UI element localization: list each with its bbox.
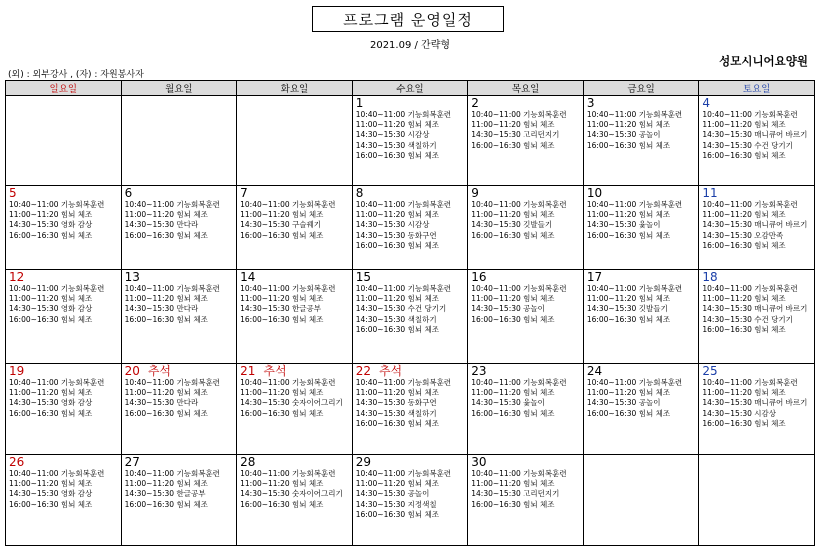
calendar-day-cell — [121, 270, 237, 364]
day-number-line — [702, 271, 811, 284]
schedule-item: 10:40~11:00 기능회복훈련 — [355, 284, 452, 293]
schedule-item: 16:00~16:30 힘뇌 체조 — [124, 230, 208, 240]
calendar-day-cell — [468, 270, 584, 364]
schedule-item: 10:40~11:00 기능회복훈련 — [240, 378, 336, 387]
schedule-item: 14:30~15:30 영화 감상 — [9, 489, 93, 499]
schedule-item: 11:00~11:20 힘뇌 체조 — [124, 388, 208, 398]
schedule-item: 16:00~16:30 힘뇌 체조 — [471, 140, 555, 150]
day-number: 3 — [586, 96, 595, 110]
schedule-item: 14:30~15:30 숫자이어그리기 — [240, 398, 343, 408]
page-title: 프로그램 운영일정 — [312, 6, 504, 32]
schedule-item: 14:30~15:30 공놀이 — [586, 130, 661, 140]
calendar-day-cell — [583, 186, 699, 270]
schedule-item: 14:30~15:30 수건 당기기 — [702, 140, 793, 150]
schedule-item: 16:00~16:30 힘뇌 체조 — [355, 324, 439, 334]
day-number: 10 — [586, 186, 603, 200]
day-number: 22 — [355, 364, 371, 378]
weekday-wednesday: 수요일 — [352, 81, 468, 96]
schedule-item: 16:00~16:30 힘뇌 체조 — [9, 230, 93, 240]
schedule-item: 16:00~16:30 힘뇌 체조 — [355, 509, 439, 519]
schedule-item: 11:00~11:20 힘뇌 체조 — [355, 479, 439, 489]
schedule-item: 10:40~11:00 기능회복훈련 — [124, 200, 220, 209]
calendar-day-cell — [6, 364, 122, 455]
schedule-item: 14:30~15:30 색칠하기 — [355, 314, 437, 324]
day-number-line — [356, 271, 465, 284]
day-number: 18 — [702, 270, 718, 284]
holiday-label: 추석 — [147, 364, 172, 378]
schedule-item: 10:40~11:00 기능회복훈련 — [9, 284, 105, 293]
day-number-line — [125, 271, 234, 284]
schedule-item: 16:00~16:30 힘뇌 체조 — [240, 499, 324, 509]
day-number: 14 — [240, 270, 256, 284]
schedule-item: 16:00~16:30 힘뇌 체조 — [355, 418, 439, 428]
schedule-item: 14:30~15:30 고리던지기 — [471, 489, 560, 499]
calendar-day-cell — [237, 96, 353, 186]
day-number: 30 — [471, 455, 487, 469]
calendar-day-cell — [6, 186, 122, 270]
day-number-line — [702, 187, 811, 200]
schedule-item: 11:00~11:20 힘뇌 체조 — [9, 294, 93, 304]
day-number: 8 — [355, 186, 364, 200]
schedule-item: 14:30~15:30 깃발들기 — [471, 220, 553, 230]
day-number: 16 — [471, 270, 487, 284]
schedule-item: 10:40~11:00 기능회복훈련 — [586, 284, 683, 293]
schedule-item: 14:30~15:30 구슬꿰기 — [240, 220, 322, 230]
day-number-line — [9, 187, 118, 200]
schedule-item: 16:00~16:30 힘뇌 체조 — [240, 314, 324, 324]
schedule-item: 14:30~15:30 매니큐어 바르기 — [702, 398, 808, 408]
schedule-item: 16:00~16:30 힘뇌 체조 — [124, 408, 208, 418]
schedule-item: 11:00~11:20 힘뇌 체조 — [240, 388, 324, 398]
weekday-header-row — [6, 81, 815, 96]
schedule-item: 11:00~11:20 힘뇌 체조 — [240, 479, 324, 489]
day-number-line — [356, 187, 465, 200]
schedule-item: 11:00~11:20 힘뇌 체조 — [586, 388, 671, 398]
schedule-item: 11:00~11:20 힘뇌 체조 — [471, 210, 555, 220]
schedule-item: 16:00~16:30 힘뇌 체조 — [586, 230, 671, 240]
schedule-item: 14:30~15:30 만다라 — [124, 220, 199, 230]
schedule-item: 11:00~11:20 힘뇌 체조 — [9, 388, 93, 398]
day-number-line — [356, 365, 465, 378]
calendar-day-cell — [583, 96, 699, 186]
weekday-sunday: 일요일 — [6, 81, 122, 96]
day-number-line — [356, 97, 465, 110]
calendar-day-cell — [583, 364, 699, 455]
day-number-line — [471, 365, 580, 378]
day-number-line — [471, 271, 580, 284]
calendar-day-cell — [583, 270, 699, 364]
calendar-day-cell — [121, 96, 237, 186]
day-number: 2 — [471, 96, 479, 110]
schedule-item: 16:00~16:30 힘뇌 체조 — [586, 140, 671, 150]
schedule-item: 11:00~11:20 힘뇌 체조 — [471, 120, 555, 130]
day-number: 26 — [9, 455, 25, 469]
calendar-day-cell — [121, 455, 237, 546]
schedule-item: 10:40~11:00 기능회복훈련 — [702, 200, 798, 209]
day-number-line — [702, 365, 811, 378]
facility-name: 성모시니어요양원 — [719, 54, 808, 68]
day-number: 5 — [9, 186, 17, 200]
schedule-item: 14:30~15:30 공놀이 — [471, 304, 545, 314]
schedule-item: 14:30~15:30 한글공부 — [240, 304, 322, 314]
schedule-item: 16:00~16:30 힘뇌 체조 — [471, 499, 555, 509]
day-number: 21 — [240, 364, 256, 378]
schedule-item: 11:00~11:20 힘뇌 체조 — [702, 120, 786, 130]
schedule-item: 11:00~11:20 힘뇌 체조 — [9, 210, 93, 220]
calendar-week-row — [6, 186, 815, 270]
calendar-day-cell — [6, 96, 122, 186]
day-number-line — [587, 187, 696, 200]
schedule-item: 14:30~15:30 한글공부 — [124, 489, 206, 499]
day-number: 17 — [586, 270, 603, 284]
day-number: 23 — [471, 364, 487, 378]
day-number-line — [471, 456, 580, 469]
schedule-item: 16:00~16:30 힘뇌 체조 — [471, 314, 555, 324]
calendar-week-row — [6, 364, 815, 455]
schedule-item: 16:00~16:30 힘뇌 체조 — [586, 408, 671, 418]
day-number: 13 — [124, 270, 140, 284]
schedule-item: 16:00~16:30 힘뇌 체조 — [471, 408, 555, 418]
schedule-item: 10:40~11:00 기능회복훈련 — [355, 378, 452, 387]
day-number-line — [125, 456, 234, 469]
schedule-item: 11:00~11:20 힘뇌 체조 — [702, 388, 786, 398]
schedule-item: 10:40~11:00 기능회복훈련 — [240, 284, 336, 293]
day-number-line — [125, 187, 234, 200]
schedule-item: 16:00~16:30 힘뇌 체조 — [240, 230, 324, 240]
weekday-thursday: 목요일 — [468, 81, 584, 96]
calendar-day-cell — [121, 186, 237, 270]
calendar-day-cell — [237, 186, 353, 270]
schedule-item: 14:30~15:30 매니큐어 바르기 — [702, 130, 808, 140]
schedule-item: 14:30~15:30 만다라 — [124, 304, 199, 314]
schedule-item: 14:30~15:30 공놀이 — [355, 489, 430, 499]
schedule-item: 10:40~11:00 기능회복훈련 — [9, 469, 105, 478]
day-number-line — [125, 365, 234, 378]
schedule-item: 14:30~15:30 영화 감상 — [9, 398, 93, 408]
schedule-item: 16:00~16:30 힘뇌 체조 — [124, 314, 208, 324]
day-number-line — [240, 365, 349, 378]
calendar-week-row — [6, 270, 815, 364]
day-number-line — [587, 97, 696, 110]
day-number-line — [471, 187, 580, 200]
schedule-item: 16:00~16:30 힘뇌 체조 — [586, 314, 671, 324]
legend-note: (외) : 외부강사 , (자) : 자원봉사자 — [8, 70, 144, 80]
day-number-line — [702, 97, 811, 110]
calendar-day-cell — [6, 455, 122, 546]
schedule-item: 11:00~11:20 힘뇌 체조 — [240, 294, 324, 304]
day-number-line — [471, 97, 580, 110]
schedule-item: 10:40~11:00 기능회복훈련 — [586, 200, 683, 209]
schedule-item: 10:40~11:00 기능회복훈련 — [586, 110, 683, 119]
schedule-item: 14:30~15:30 숫자이어그리기 — [240, 489, 343, 499]
schedule-item: 14:30~15:30 색칠하기 — [355, 408, 437, 418]
schedule-item: 16:00~16:30 힘뇌 체조 — [702, 324, 786, 334]
day-number: 20 — [124, 364, 140, 378]
schedule-item: 11:00~11:20 힘뇌 체조 — [702, 294, 786, 304]
schedule-item: 14:30~15:30 동화구연 — [355, 230, 437, 240]
calendar-day-cell — [352, 270, 468, 364]
calendar-day-cell — [237, 270, 353, 364]
schedule-item: 16:00~16:30 힘뇌 체조 — [9, 314, 93, 324]
schedule-item: 14:30~15:30 동화구연 — [355, 398, 437, 408]
schedule-item: 11:00~11:20 힘뇌 체조 — [586, 294, 671, 304]
day-number-line — [587, 271, 696, 284]
day-number: 7 — [240, 186, 248, 200]
calendar-day-cell — [699, 364, 815, 455]
schedule-item: 11:00~11:20 힘뇌 체조 — [355, 388, 439, 398]
schedule-item: 14:30~15:30 공놀이 — [586, 398, 661, 408]
day-number: 9 — [471, 186, 479, 200]
schedule-item: 10:40~11:00 기능회복훈련 — [355, 110, 452, 119]
calendar-week-row — [6, 455, 815, 546]
schedule-item: 14:30~15:30 깃발들기 — [586, 304, 668, 314]
schedule-item: 10:40~11:00 기능회복훈련 — [9, 200, 105, 209]
calendar-day-cell — [699, 455, 815, 546]
day-number-line — [9, 271, 118, 284]
calendar-day-cell — [237, 364, 353, 455]
schedule-item: 10:40~11:00 기능회복훈련 — [702, 378, 798, 387]
schedule-item: 10:40~11:00 기능회복훈련 — [355, 469, 452, 478]
schedule-item: 14:30~15:30 시감상 — [355, 130, 430, 140]
page-subtitle: 2021.09 / 간략형 — [369, 40, 451, 51]
schedule-item: 11:00~11:20 힘뇌 체조 — [471, 479, 555, 489]
schedule-item: 14:30~15:30 만다라 — [124, 398, 199, 408]
schedule-item: 14:30~15:30 윷놀이 — [586, 220, 661, 230]
schedule-item: 11:00~11:20 힘뇌 체조 — [9, 479, 93, 489]
day-number: 28 — [240, 455, 256, 469]
schedule-item: 10:40~11:00 기능회복훈련 — [9, 378, 105, 387]
calendar-day-cell — [583, 455, 699, 546]
day-number: 11 — [702, 186, 718, 200]
day-number: 4 — [702, 96, 711, 110]
schedule-item: 14:30~15:30 영화 감상 — [9, 220, 93, 230]
schedule-item: 14:30~15:30 영화 감상 — [9, 304, 93, 314]
schedule-item: 10:40~11:00 기능회복훈련 — [702, 284, 798, 293]
schedule-item: 10:40~11:00 기능회복훈련 — [240, 469, 336, 478]
calendar-day-cell — [699, 270, 815, 364]
schedule-item: 11:00~11:20 힘뇌 체조 — [586, 210, 671, 220]
schedule-item: 16:00~16:30 힘뇌 체조 — [9, 408, 93, 418]
schedule-item: 16:00~16:30 힘뇌 체조 — [702, 240, 786, 250]
day-number: 19 — [9, 364, 25, 378]
schedule-item: 16:00~16:30 힘뇌 체조 — [124, 499, 208, 509]
schedule-item: 14:30~15:30 오감만족 — [702, 230, 784, 240]
day-number-line — [587, 365, 696, 378]
schedule-item: 14:30~15:30 수건 당기기 — [355, 304, 447, 314]
day-number-line — [9, 456, 118, 469]
schedule-item: 11:00~11:20 힘뇌 체조 — [355, 210, 439, 220]
calendar-day-cell — [352, 455, 468, 546]
calendar-day-cell — [352, 364, 468, 455]
schedule-item: 16:00~16:30 힘뇌 체조 — [355, 150, 439, 160]
schedule-item: 11:00~11:20 힘뇌 체조 — [586, 120, 671, 130]
schedule-item: 11:00~11:20 힘뇌 체조 — [355, 294, 439, 304]
schedule-item: 11:00~11:20 힘뇌 체조 — [355, 120, 439, 130]
day-number-line — [240, 271, 349, 284]
schedule-item: 16:00~16:30 힘뇌 체조 — [702, 150, 786, 160]
schedule-item: 14:30~15:30 매니큐어 바르기 — [702, 304, 808, 314]
schedule-item: 16:00~16:30 힘뇌 체조 — [240, 408, 324, 418]
schedule-item: 14:30~15:30 색칠하기 — [355, 140, 437, 150]
calendar-week-row — [6, 96, 815, 186]
calendar-day-cell — [352, 186, 468, 270]
calendar-day-cell — [468, 186, 584, 270]
schedule-item: 10:40~11:00 기능회복훈련 — [471, 200, 567, 209]
day-number: 12 — [9, 270, 25, 284]
schedule-item: 10:40~11:00 기능회복훈련 — [471, 469, 567, 478]
schedule-item: 10:40~11:00 기능회복훈련 — [124, 469, 220, 478]
schedule-item: 11:00~11:20 힘뇌 체조 — [240, 210, 324, 220]
day-number: 6 — [124, 186, 133, 200]
schedule-item: 10:40~11:00 기능회복훈련 — [124, 284, 220, 293]
schedule-item: 16:00~16:30 힘뇌 체조 — [702, 418, 786, 428]
day-number-line — [356, 456, 465, 469]
day-number-line — [9, 365, 118, 378]
schedule-item: 10:40~11:00 기능회복훈련 — [471, 378, 567, 387]
schedule-item: 10:40~11:00 기능회복훈련 — [586, 378, 683, 387]
schedule-item: 11:00~11:20 힘뇌 체조 — [471, 388, 555, 398]
schedule-item: 14:30~15:30 시감상 — [355, 220, 430, 230]
schedule-item: 10:40~11:00 기능회복훈련 — [124, 378, 220, 387]
calendar-day-cell — [237, 455, 353, 546]
schedule-item: 16:00~16:30 힘뇌 체조 — [471, 230, 555, 240]
calendar-day-cell — [6, 270, 122, 364]
schedule-item: 14:30~15:30 지정색칠 — [355, 499, 437, 509]
day-number: 24 — [586, 364, 603, 378]
schedule-item: 11:00~11:20 힘뇌 체조 — [124, 210, 208, 220]
weekday-friday: 금요일 — [583, 81, 699, 96]
calendar-table — [5, 80, 815, 546]
schedule-item: 10:40~11:00 기능회복훈련 — [355, 200, 452, 209]
schedule-item: 16:00~16:30 힘뇌 체조 — [355, 240, 439, 250]
holiday-label: 추석 — [263, 364, 287, 378]
day-number: 25 — [702, 364, 718, 378]
calendar-day-cell — [121, 364, 237, 455]
schedule-item: 11:00~11:20 힘뇌 체조 — [124, 294, 208, 304]
schedule-item: 10:40~11:00 기능회복훈련 — [471, 110, 567, 119]
schedule-item: 14:30~15:30 수건 당기기 — [702, 314, 793, 324]
day-number: 29 — [355, 455, 371, 469]
schedule-item: 10:40~11:00 기능회복훈련 — [702, 110, 798, 119]
day-number-line — [240, 187, 349, 200]
schedule-item: 14:30~15:30 고리던지기 — [471, 130, 560, 140]
day-number: 27 — [124, 455, 140, 469]
holiday-label: 추석 — [378, 364, 403, 378]
schedule-item: 11:00~11:20 힘뇌 체조 — [471, 294, 555, 304]
schedule-item: 11:00~11:20 힘뇌 체조 — [124, 479, 208, 489]
schedule-item: 10:40~11:00 기능회복훈련 — [471, 284, 567, 293]
schedule-item: 14:30~15:30 윷놀이 — [471, 398, 545, 408]
calendar-day-cell — [468, 455, 584, 546]
schedule-item: 10:40~11:00 기능회복훈련 — [240, 200, 336, 209]
day-number-line — [240, 456, 349, 469]
calendar-day-cell — [468, 364, 584, 455]
schedule-item: 14:30~15:30 매니큐어 바르기 — [702, 220, 808, 230]
calendar-day-cell — [699, 186, 815, 270]
weekday-saturday: 토요일 — [699, 81, 815, 96]
schedule-item: 16:00~16:30 힘뇌 체조 — [9, 499, 93, 509]
calendar-day-cell — [468, 96, 584, 186]
day-number: 1 — [355, 96, 364, 110]
schedule-item: 14:30~15:30 시감상 — [702, 408, 777, 418]
day-number: 15 — [355, 270, 371, 284]
calendar-day-cell — [352, 96, 468, 186]
weekday-tuesday: 화요일 — [237, 81, 353, 96]
weekday-monday: 월요일 — [121, 81, 237, 96]
schedule-item: 11:00~11:20 힘뇌 체조 — [702, 210, 786, 220]
calendar-day-cell — [699, 96, 815, 186]
